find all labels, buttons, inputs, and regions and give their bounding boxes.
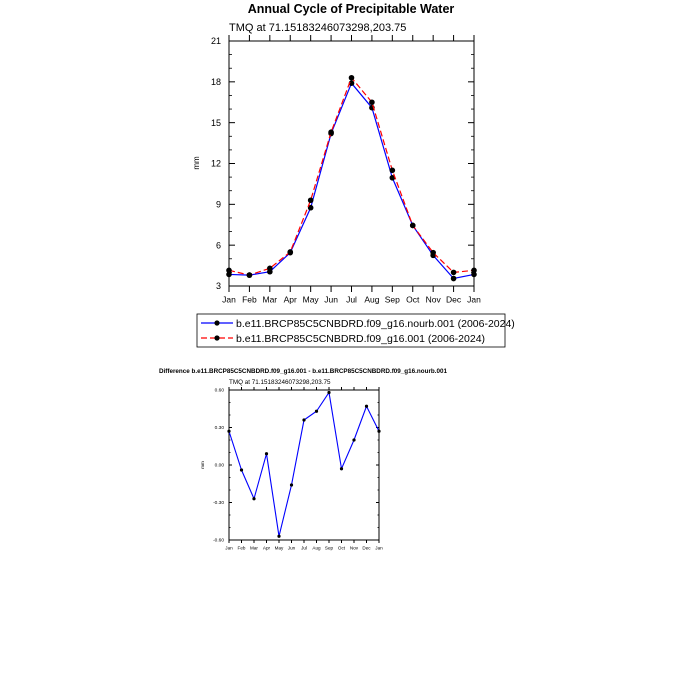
chart2-series-0-point	[377, 430, 380, 433]
chart1-series-1-point	[430, 250, 436, 256]
chart1-series-1-point	[226, 268, 232, 274]
chart2-series-0-point	[340, 467, 343, 470]
legend-label-1: b.e11.BRCP85C5CNBDRD.f09_g16.001 (2006-2024)	[236, 333, 486, 345]
chart1-xtick-label: Aug	[364, 294, 380, 305]
chart1-subtitle: TMQ at 71.15183246073298,203.75	[229, 22, 407, 34]
chart1-series-1-point	[451, 270, 457, 276]
chart1-xtick-label: Sep	[384, 294, 400, 305]
chart1-series-1-point	[410, 223, 416, 229]
chart1-plot	[211, 35, 481, 305]
chart2-title: Difference b.e11.BRCP85C5CNBDRD.f09_g16.001 - b.e11.BRCP85C5CNBDRD.f09_g16.nourb.001	[158, 368, 448, 375]
chart1-series-1-point	[247, 272, 253, 278]
chart1-ytick-label: 3	[215, 281, 221, 292]
chart2-xtick-label: Jun	[287, 545, 296, 551]
chart1-ylabel: mm	[192, 156, 201, 170]
chart2-series-0-point	[352, 438, 355, 441]
chart2-subtitle: TMQ at 71.15183246073298,203.75	[229, 379, 331, 386]
chart2-xtick-label: Oct	[337, 545, 346, 551]
chart2-xtick-label: Sep	[324, 545, 334, 551]
chart2-series-0-point	[365, 405, 368, 408]
chart1-xtick-label: Apr	[283, 294, 297, 305]
chart1-series-1-point	[267, 266, 273, 272]
chart1-series-0-point	[451, 276, 457, 282]
chart1-series-1-point	[471, 268, 477, 274]
chart2-ytick-label: 0.00	[214, 463, 224, 469]
chart2-xtick-label: Nov	[349, 545, 359, 551]
chart2-series-0-point	[277, 535, 280, 538]
chart2-xtick-label: Jul	[301, 545, 307, 551]
chart2-series-0-line	[229, 393, 379, 537]
legend-marker-1	[214, 335, 219, 340]
chart2-series-0-point	[265, 452, 268, 455]
legend-label-0: b.e11.BRCP85C5CNBDRD.f09_g16.nourb.001 (2006-2024)	[236, 318, 515, 330]
chart1-series-1-point	[369, 99, 375, 105]
chart1-xtick-label: Jul	[346, 294, 357, 305]
chart1-title: Annual Cycle of Precipitable Water	[247, 2, 455, 16]
chart2-ytick-label: -0.30	[213, 501, 224, 507]
legend-marker-0	[214, 320, 219, 325]
chart1-xtick-label: Mar	[262, 294, 278, 305]
chart1-xtick-label: May	[302, 294, 319, 305]
chart1-xtick-label: Jun	[324, 294, 338, 305]
chart1-xtick-label: Jan	[467, 294, 481, 305]
chart1-series-1-line	[229, 78, 474, 275]
chart1-series-0-line	[229, 83, 474, 278]
chart1-series-1-point	[349, 75, 355, 81]
chart2-xtick-label: Jan	[375, 545, 383, 551]
chart2-series-0-point	[227, 430, 230, 433]
chart2-xtick-label: Aug	[312, 545, 321, 551]
chart1-ytick-label: 15	[210, 117, 221, 128]
chart2-ytick-label: 0.60	[214, 388, 224, 394]
chart1-xtick-label: Nov	[425, 294, 441, 305]
chart1-xtick-label: Oct	[406, 294, 420, 305]
chart2-series-0-point	[290, 483, 293, 486]
chart2-ytick-label: 0.30	[214, 426, 224, 432]
chart2-xtick-label: Mar	[250, 545, 258, 551]
chart2-series-0-point	[302, 418, 305, 421]
chart2-series-0-point	[252, 497, 255, 500]
chart1-xtick-label: Feb	[242, 294, 257, 305]
chart1-ytick-label: 6	[215, 240, 221, 251]
chart1-legend	[197, 314, 515, 347]
chart2-frame	[229, 390, 379, 540]
chart2-series-0-point	[315, 410, 318, 413]
chart2-xtick-label: May	[274, 545, 284, 551]
chart1-series-1-point	[328, 129, 334, 135]
chart1-xtick-label: Jan	[222, 294, 236, 305]
chart1-ytick-label: 9	[215, 199, 221, 210]
chart1-series-1-point	[287, 249, 293, 255]
chart2-xtick-label: Jan	[225, 545, 233, 551]
chart1-series-1-point	[308, 197, 314, 203]
chart1-ytick-label: 21	[210, 36, 221, 47]
chart1-ytick-label: 12	[210, 158, 221, 169]
chart2-series-0-point	[240, 468, 243, 471]
chart2-ytick-label: -0.60	[213, 538, 224, 544]
chart1-series-1-point	[390, 168, 396, 174]
chart2-plot	[213, 387, 383, 551]
chart1-ytick-label: 18	[210, 76, 221, 87]
chart2-series-0-point	[327, 391, 330, 394]
chart2-ylabel: mm	[200, 461, 205, 469]
chart1-xtick-label: Dec	[446, 294, 462, 305]
chart2-xtick-label: Dec	[362, 545, 371, 551]
chart2-xtick-label: Apr	[262, 545, 271, 551]
chart2-xtick-label: Feb	[237, 545, 246, 551]
